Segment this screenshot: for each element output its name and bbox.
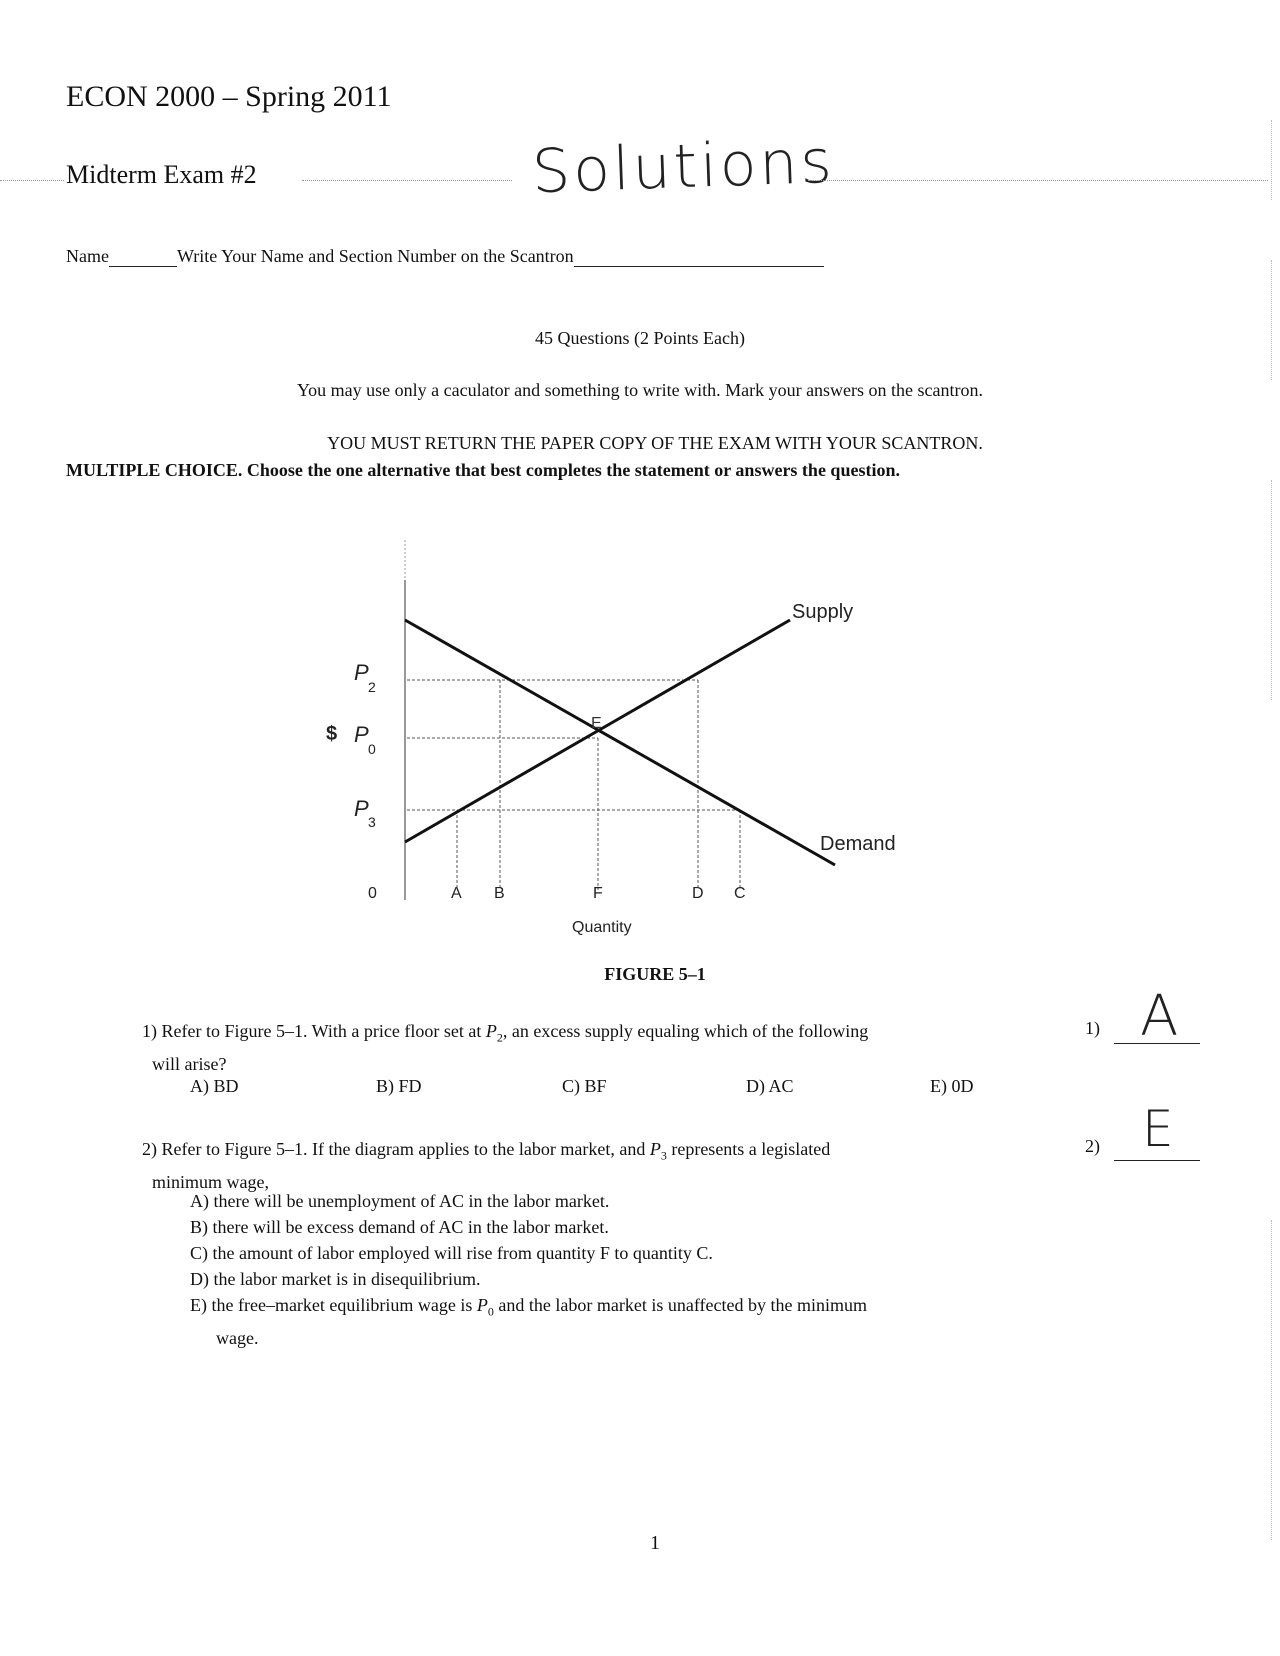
question-1-options xyxy=(190,1076,990,1102)
question-2-options xyxy=(190,1188,1060,1351)
quantity-a-label: A xyxy=(451,885,462,902)
handwritten-solutions-mark: Solutions xyxy=(530,126,836,208)
course-title: ECON 2000 – Spring 2011 xyxy=(66,80,392,113)
q1-option-b: B) FD xyxy=(376,1076,422,1096)
q2-option-d: D) the labor market is in disequilibrium. xyxy=(190,1269,481,1289)
question-2-handwritten-answer: E xyxy=(1142,1100,1174,1158)
quantity-f-label: F xyxy=(593,885,603,902)
q2-option-e: E) the free–market equilibrium wage is $P_0$ and the labor market is unaffected by the minimum xyxy=(190,1295,867,1319)
multiple-choice-heading: MULTIPLE CHOICE. Choose the one alternative that best completes the statement or answers the question. xyxy=(66,460,900,480)
supply-label: Supply xyxy=(792,601,854,623)
name-instruction: Write Your Name and Section Number on the Scantron xyxy=(176,246,574,266)
name-instruction-blank xyxy=(574,248,824,267)
question-2-line-2: minimum wage, xyxy=(152,1171,269,1192)
question-1-line-1: 1) Refer to Figure 5–1. With a price floor set at $P_2$, an excess supply equaling which of the following xyxy=(142,1021,869,1045)
q2-option-c: C) the amount of labor employed will rise from quantity F to quantity C. xyxy=(190,1243,713,1263)
demand-curve xyxy=(405,620,835,865)
question-2-answer-line xyxy=(1114,1160,1200,1161)
p3-label: P xyxy=(354,796,369,821)
p0-label: P xyxy=(354,722,369,747)
dotted-rule-right xyxy=(808,180,1268,181)
question-2-line-1: 2) Refer to Figure 5–1. If the diagram applies to the labor market, and $P_3$ represents a legislated xyxy=(142,1139,831,1163)
name-label: Name xyxy=(66,246,109,266)
exam-title: Midterm Exam #2 xyxy=(66,160,257,189)
question-1-handwritten-answer: A xyxy=(1140,984,1179,1049)
y-axis-symbol: $ xyxy=(326,723,338,745)
quantity-d-label: D xyxy=(692,885,704,902)
x-axis-label: Quantity xyxy=(572,919,632,936)
name-blank xyxy=(109,248,177,267)
page-number: 1 xyxy=(650,1532,660,1554)
q2-option-a: A) there will be unemployment of AC in the labor market. xyxy=(190,1191,610,1211)
name-line xyxy=(66,246,824,267)
question-2-text xyxy=(142,1136,1072,1195)
equilibrium-label: E xyxy=(591,715,602,732)
scan-edge-mark-3 xyxy=(1271,480,1272,700)
question-count: 45 Questions (2 Points Each) xyxy=(535,328,745,348)
q2-option-e-line-2: wage. xyxy=(216,1327,259,1348)
p2-subscript: 2 xyxy=(368,679,376,695)
question-1-line-2: will arise? xyxy=(152,1053,227,1074)
question-2-answer-number: 2) xyxy=(1085,1136,1100,1156)
question-1-text xyxy=(142,1018,1042,1077)
quantity-c-label: C xyxy=(734,885,746,902)
q1-option-c: C) BF xyxy=(562,1076,607,1096)
figure-caption: FIGURE 5–1 xyxy=(604,964,706,984)
supply-demand-diagram xyxy=(320,520,940,940)
p0-subscript: 0 xyxy=(368,741,376,757)
p2-label: P xyxy=(354,660,369,685)
scan-edge-mark-1 xyxy=(1271,120,1272,200)
scan-edge-mark-4 xyxy=(1271,1220,1272,1540)
dotted-rule-left xyxy=(0,180,64,181)
materials-instruction: You may use only a caculator and something to write with. Mark your answers on the scantron. xyxy=(296,380,984,400)
q2-option-b: B) there will be excess demand of AC in the labor market. xyxy=(190,1217,609,1237)
p3-subscript: 3 xyxy=(368,814,376,830)
dotted-rule-middle xyxy=(302,180,512,181)
q1-option-d: D) AC xyxy=(746,1076,794,1096)
q1-option-e: E) 0D xyxy=(930,1076,974,1096)
question-1-answer-number: 1) xyxy=(1085,1018,1100,1038)
scan-edge-mark-2 xyxy=(1271,260,1272,380)
figure-5-1 xyxy=(320,520,940,940)
quantity-b-label: B xyxy=(494,885,505,902)
return-notice: YOU MUST RETURN THE PAPER COPY OF THE EXAM WITH YOUR SCANTRON. xyxy=(327,433,983,453)
q1-option-a: A) BD xyxy=(190,1076,239,1096)
origin-label: 0 xyxy=(368,885,377,902)
demand-label: Demand xyxy=(820,833,896,855)
